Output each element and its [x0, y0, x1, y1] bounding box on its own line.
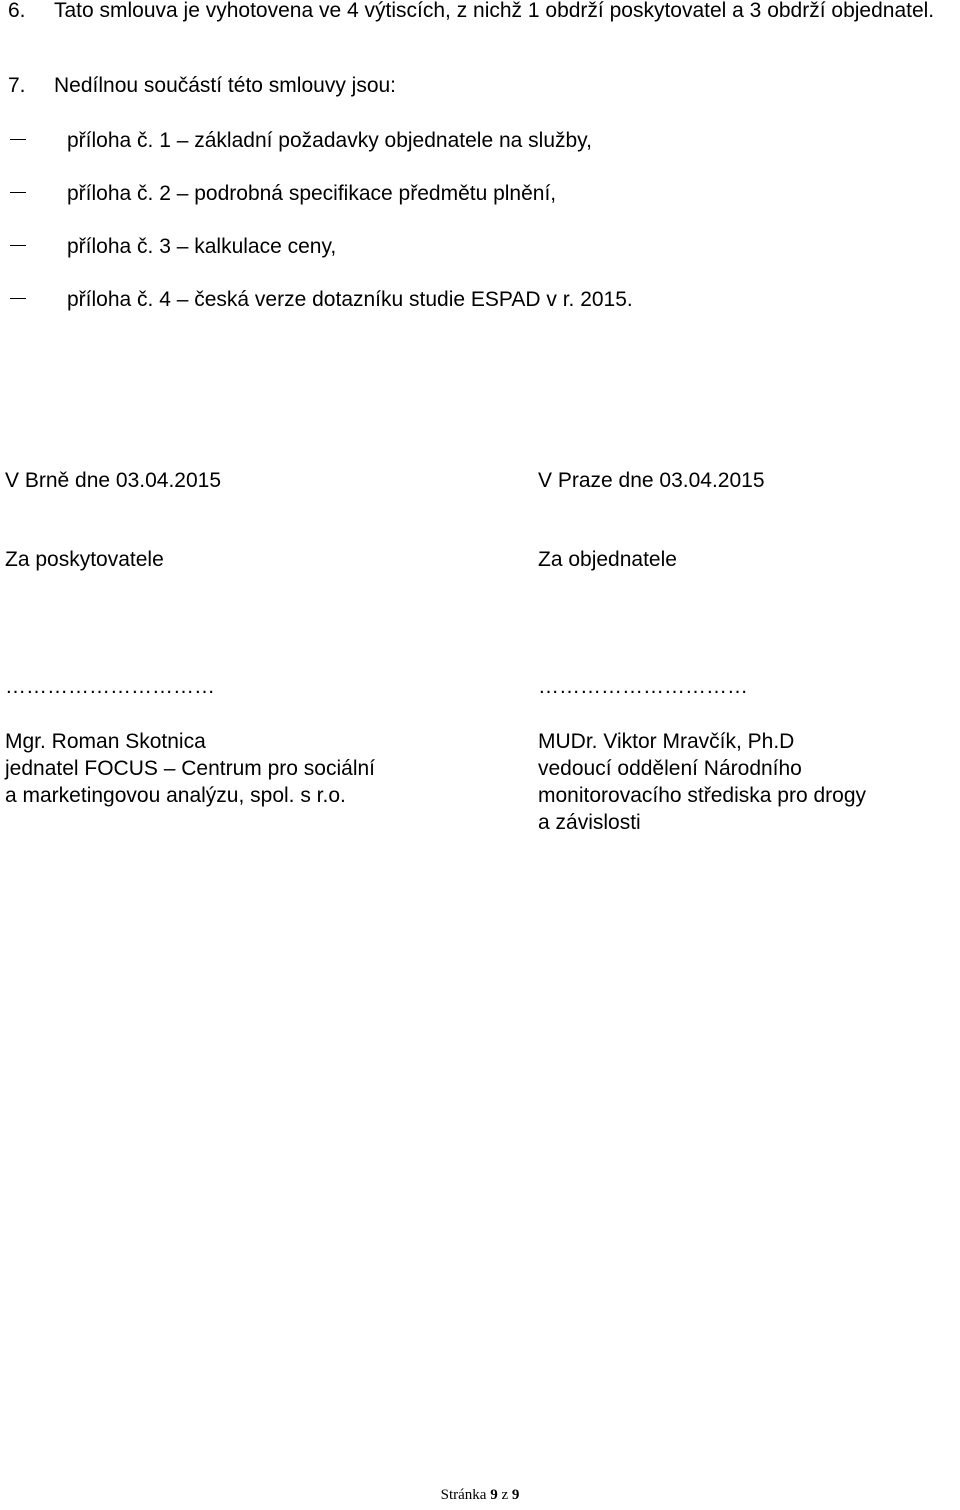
page-separator: z [501, 1487, 509, 1503]
page-footer [0, 1487, 960, 1504]
right-signatory-role-line-2: monitorovacího střediska pro drogy [538, 784, 866, 807]
right-signature-dots: ………………………… [538, 675, 748, 698]
left-place-date: V Brně dne 03.04.2015 [5, 469, 222, 492]
right-signatory-name: MUDr. Viktor Mravčík, Ph.D [538, 730, 795, 753]
dash-bullet-icon [10, 245, 26, 247]
dash-bullet-icon [10, 139, 26, 141]
attachment-item-1 [10, 127, 592, 154]
right-on-behalf: Za objednatele [538, 548, 677, 571]
attachment-text: příloha č. 1 – základní požadavky objednatele na služby, [67, 129, 592, 152]
attachment-text: příloha č. 2 – podrobná specifikace předmětu plnění, [67, 182, 557, 205]
dash-bullet-icon [10, 298, 26, 300]
right-place-date: V Praze dne 03.04.2015 [538, 469, 765, 492]
attachment-text: příloha č. 4 – česká verze dotazníku studie ESPAD v r. 2015. [67, 288, 633, 311]
clause-7 [8, 72, 956, 99]
dash-bullet-icon [10, 192, 26, 194]
attachment-text: příloha č. 3 – kalkulace ceny, [67, 235, 337, 258]
left-signatory-name: Mgr. Roman Skotnica [5, 730, 206, 753]
clause-number: 6. [8, 0, 26, 22]
attachment-item-4 [10, 286, 633, 313]
right-signatory [538, 728, 866, 836]
left-signatory-role-line-1: jednatel FOCUS – Centrum pro sociální [5, 757, 375, 780]
attachment-item-2 [10, 180, 556, 207]
clause-text: Nedílnou součástí této smlouvy jsou: [54, 74, 397, 97]
right-signatory-role-line-3: a závislosti [538, 811, 641, 834]
page-label: Stránka [440, 1487, 487, 1503]
right-signatory-role-line-1: vedoucí oddělení Národního [538, 757, 802, 780]
current-page-number: 9 [490, 1487, 498, 1503]
left-signatory [5, 728, 375, 809]
attachment-item-3 [10, 233, 336, 260]
clause-6 [8, 0, 956, 24]
total-page-count: 9 [511, 1487, 520, 1503]
left-signature-dots: ………………………… [5, 675, 215, 698]
clause-text: Tato smlouva je vyhotovena ve 4 výtiscích, z nichž 1 obdrží poskytovatel a 3 obdrží objednatel. [54, 0, 935, 22]
clause-number: 7. [8, 74, 26, 97]
left-signatory-role-line-2: a marketingovou analýzu, spol. s r.o. [5, 784, 346, 807]
left-on-behalf: Za poskytovatele [5, 548, 164, 571]
